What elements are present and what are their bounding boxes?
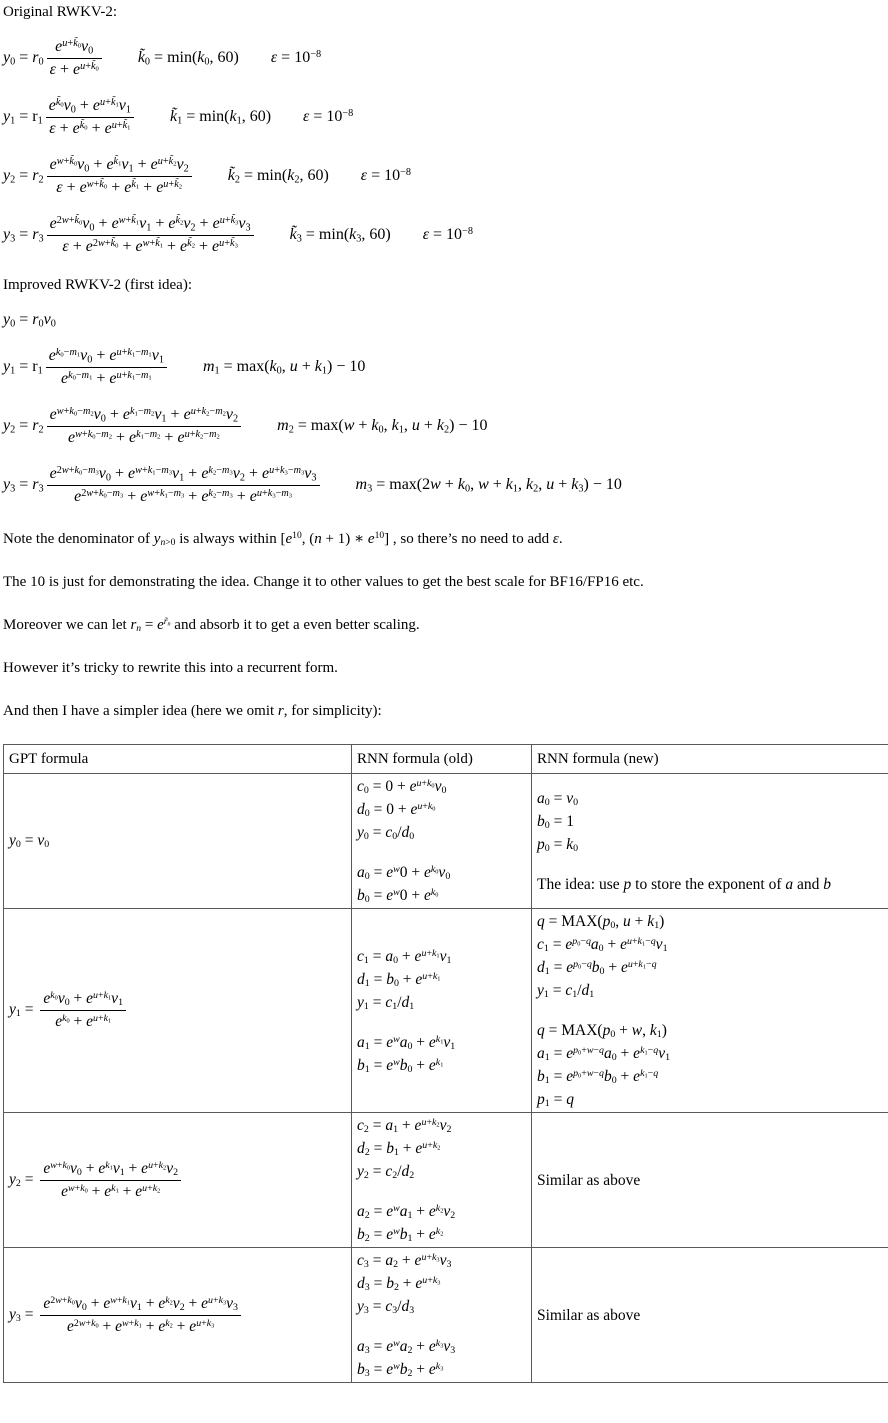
formula-line: $q = MAX(p_0$, $u + k_1$) (537, 913, 665, 932)
formula-line: $a_0 = e^w0 + e^{k_0}v_0$ (357, 864, 451, 883)
column-header-rnn-formula-new: RNN formula (new) (532, 745, 888, 774)
formula-line: $y_0 = c_0/d_0$ (357, 824, 415, 843)
formula-line: $y_0 = r_0$ $\frac{e^{u+k̃_0}v_0}{\varepsilon + e^{u+k̃_0}}$ $k̃_0 = \min(k_0$, 60) $\varepsilon = 10^{-8}$ (3, 37, 322, 78)
blank-line (537, 1002, 883, 1019)
gpt-formula-y3: $y_3$ = $\frac{e^{2w+k_0}v_0 + e^{w+k_1}v_1 + e^{k_2}v_2 + e^{u+k_3}v_3}{e^{2w+k_0} + e^{w+k_1} + e^{k_2} + e^{u+k_3}}$ (4, 1248, 352, 1383)
blank-line (357, 1318, 526, 1335)
rnn-new-y1 (532, 909, 888, 1113)
formula-line: $a_3 = e^wa_2 + e^{k_3}v_3$ (357, 1338, 456, 1357)
formula-line: $b_0 = 1$ (537, 812, 574, 831)
table-row-y0 (4, 774, 888, 909)
formula-line: $c_3 = a_2 + e^{u+k_3}v_3$ (357, 1252, 452, 1271)
formula-line: $d_2 = b_1 + e^{u+k_2}$ (357, 1140, 441, 1159)
formula-line: And then I have a simpler idea (here we omit r, for simplicity): (3, 703, 382, 719)
formula-line: $b_3 = e^wb_2 + e^{k_3}$ (357, 1361, 444, 1380)
formula-line: Note the denominator of $y_{n>0}$ is always within [$e^{10}$, (n + 1) ∗ $e^{10}$] , so there’s no need to add ε. (3, 530, 563, 549)
formula-line: $d_3 = b_2 + e^{u+k_3}$ (357, 1275, 441, 1294)
formula-line: $y_1 = r_1$ $\frac{e^{k̃_0}v_0 + e^{u+k̃_1}v_1}{\varepsilon + e^{k̃_0} + e^{u+k̃_1}}$ $k̃_1 = \min(k_1$, 60) $\varepsilon = 10^{-8}$ (3, 96, 354, 137)
table-row-y1 (4, 909, 888, 1113)
blank-line (357, 844, 526, 861)
formula-line: $q = MAX(p_0 + w$, $k_1$) (537, 1022, 667, 1041)
formula-line: $d_1 = e^{p_0-q}b_0 + e^{u+k_1-q}$ (537, 959, 657, 978)
formula-line: $d_0 = 0 + e^{u+k_0}$ (357, 801, 436, 820)
formula-line: $y_3 = r_3$ $\frac{e^{2w+k̃_0}v_0 + e^{w+k̃_1}v_1 + e^{k̃_2}v_2 + e^{u+k̃_3}v_3}{\varepsilon + e^{2w+k̃_0} + e^{w+k̃_1} + e^{k̃_2} + e^{u+k̃_3}}$ $k̃_3 = \min(k_3$, 60) $\varepsilon = 10^{-8}$ (3, 214, 473, 255)
improved-formula-list (3, 311, 888, 506)
rnn-new-y3 (532, 1248, 888, 1383)
formula-line: $c_0 = 0 + e^{u+k_0}v_0$ (357, 778, 447, 797)
section-heading-improved: Improved RWKV-2 (first idea): (3, 277, 192, 293)
notes-paragraphs (3, 529, 888, 721)
formula-line: $y_1 = r_1$ $\frac{e^{k_0-m_1}v_0 + e^{u+k_1-m_1}v_1}{e^{k_0-m_1} + e^{u+k_1-m_1}}$ $m_1 = \max(k_0$, $u + k_1) - 10$ (3, 346, 366, 387)
rnn-old-y3 (352, 1248, 532, 1383)
column-header-gpt-formula: GPT formula (4, 745, 352, 774)
formula-line: $p_0 = k_0$ (537, 835, 579, 854)
formula-line: $b_2 = e^wb_1 + e^{k_2}$ (357, 1226, 444, 1245)
formula-line: $y_1 = c_1/d_1$ (537, 982, 595, 1001)
column-header-rnn-formula-old: RNN formula (old) (352, 745, 532, 774)
formula-line: Similar as above (537, 1171, 641, 1189)
formula-line: $y_0 = r_0v_0$ (3, 311, 56, 330)
formula-line: $y_3 = r_3$ $\frac{e^{2w+k_0-m_3}v_0 + e^{w+k_1-m_3}v_1 + e^{k_2-m_3}v_2 + e^{u+k_3-m_3}v_3}{e^{2w+k_0-m_3} + e^{w+k_1-m_3} + e^{k_2-m_3} + e^{u+k_3-m_3}}$ $m_3 = \max(2w + k_0$, $w + k_1$, $k_2$, $u + k_3) - 10$ (3, 464, 622, 505)
table-header-row (4, 745, 888, 774)
blank-line (357, 1014, 526, 1031)
formula-line: $a_0 = v_0$ (537, 789, 579, 808)
formula-line: $c_1 = e^{p_0-q}a_0 + e^{u+k_1-q}v_1$ (537, 936, 668, 955)
formula-line: $a_2 = e^wa_1 + e^{k_2}v_2$ (357, 1203, 456, 1222)
formula-line: $y_2 = r_2$ $\frac{e^{w+k̃_0}v_0 + e^{k̃_1}v_1 + e^{u+k̃_2}v_2}{\varepsilon + e^{w+k̃_0} + e^{k̃_1} + e^{u+k̃_2}}$ $k̃_2 = \min(k_2$, 60) $\varepsilon = 10^{-8}$ (3, 155, 411, 196)
blank-line (357, 1183, 526, 1200)
formula-line: $b_0 = e^w0 + e^{k_0}$ (357, 887, 439, 906)
formula-line: However it’s tricky to rewrite this into a recurrent form. (3, 660, 338, 676)
gpt-formula-y0: $y_0 = v_0$ (4, 774, 352, 909)
section-heading-original: Original RWKV-2: (3, 4, 118, 20)
blank-line (537, 856, 883, 873)
formula-line: $y_3 = c_3/d_3$ (357, 1298, 415, 1317)
comparison-table (3, 744, 888, 1383)
formula-line: The idea: use p to store the exponent of a and b (537, 875, 832, 893)
formula-line: $b_1 = e^{p_0+w-q}b_0 + e^{k_1-q}$ (537, 1068, 659, 1087)
gpt-formula-y2: $y_2$ = $\frac{e^{w+k_0}v_0 + e^{k_1}v_1 + e^{u+k_2}v_2}{e^{w+k_0} + e^{k_1} + e^{u+k_2}}$ (4, 1113, 352, 1248)
formula-line: $p_1 = q$ (537, 1091, 574, 1110)
formula-line: $c_1 = a_0 + e^{u+k_1}v_1$ (357, 947, 452, 966)
rnn-old-y2 (352, 1113, 532, 1248)
table-row-y2 (4, 1113, 888, 1248)
original-formula-list (3, 38, 888, 256)
formula-line: $a_1 = e^wa_0 + e^{k_1}v_1$ (357, 1033, 456, 1052)
formula-line: Similar as above (537, 1306, 641, 1324)
rnn-new-y2 (532, 1113, 888, 1248)
table-row-y3 (4, 1248, 888, 1383)
formula-line: $y_1 = c_1/d_1$ (357, 993, 415, 1012)
formula-line: $a_1 = e^{p_0+w-q}a_0 + e^{k_1-q}v_1$ (537, 1045, 671, 1064)
formula-line: $c_2 = a_1 + e^{u+k_2}v_2$ (357, 1117, 452, 1136)
formula-line: $y_2 = c_2/d_2$ (357, 1163, 415, 1182)
rnn-old-y0 (352, 774, 532, 909)
formula-line: $y_2 = r_2$ $\frac{e^{w+k_0-m_2}v_0 + e^{k_1-m_2}v_1 + e^{u+k_2-m_2}v_2}{e^{w+k_0-m_2} + e^{k_1-m_2} + e^{u+k_2-m_2}}$ $m_2 = \max(w + k_0$, $k_1$, $u + k_2) - 10$ (3, 405, 488, 446)
formula-line: $b_1 = e^wb_0 + e^{k_1}$ (357, 1056, 444, 1075)
rnn-new-y0 (532, 774, 888, 909)
formula-line: $d_1 = b_0 + e^{u+k_1}$ (357, 970, 441, 989)
formula-line: Moreover we can let $r_n = e^{r̃_n}$ and absorb it to get a even better scaling. (3, 616, 420, 635)
rnn-old-y1 (352, 909, 532, 1113)
gpt-formula-y1: $y_1$ = $\frac{e^{k_0}v_0 + e^{u+k_1}v_1}{e^{k_0} + e^{u+k_1}}$ (4, 909, 352, 1113)
formula-line: The 10 is just for demonstrating the idea. Change it to other values to get the best scale for BF16/FP16 etc. (3, 574, 644, 590)
